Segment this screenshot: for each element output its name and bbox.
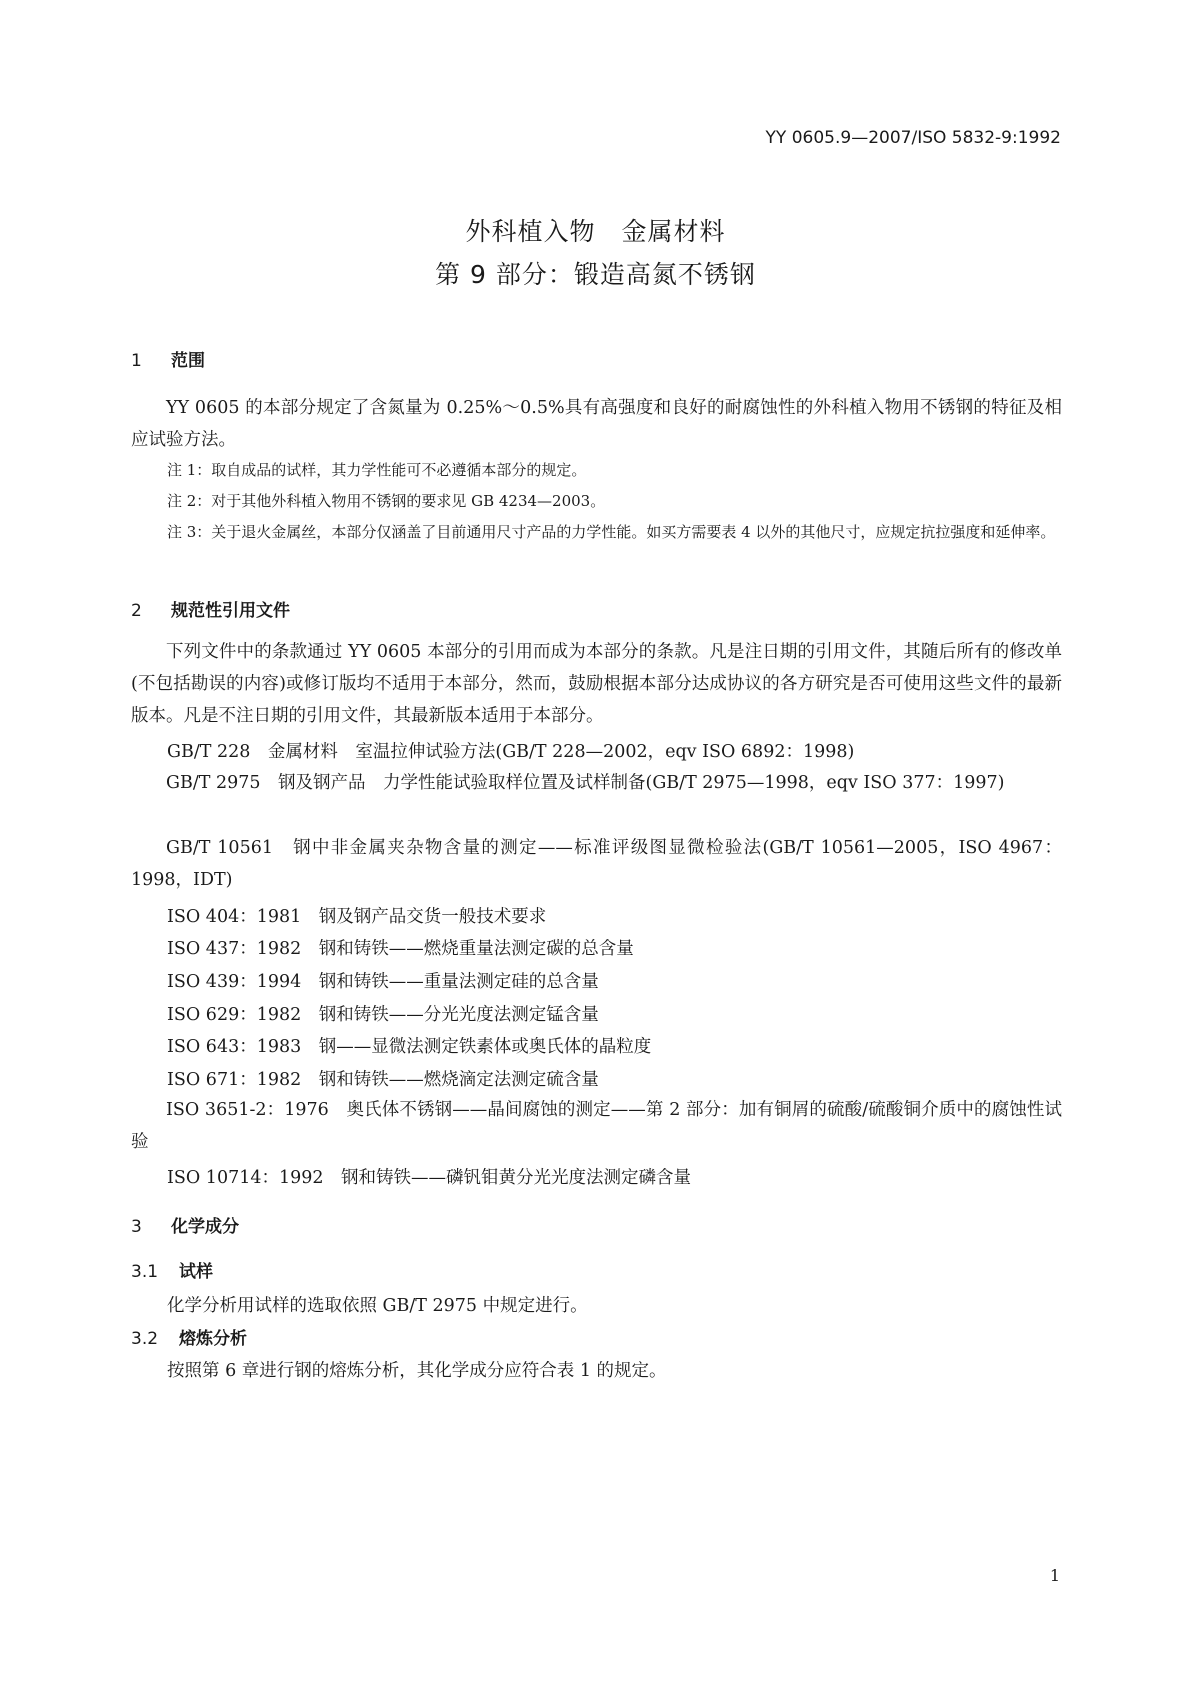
reference-item: ISO 10714：1992 钢和铸铁——磷钒钼黄分光光度法测定磷含量 <box>167 1168 692 1188</box>
reference-item: ISO 404：1981 钢及钢产品交货一般技术要求 <box>167 907 547 927</box>
reference-item: ISO 439：1994 钢和铸铁——重量法测定硅的总含量 <box>167 972 599 992</box>
section-3-1-text: 化学分析用试样的选取依照 GB/T 2975 中规定进行。 <box>167 1296 588 1316</box>
section-3-2-heading <box>131 1324 247 1349</box>
section-number: 3.1 <box>131 1262 159 1282</box>
section-title: 规范性引用文件 <box>171 601 290 621</box>
reference-item: ISO 629：1982 钢和铸铁——分光光度法测定锰含量 <box>167 1005 599 1025</box>
document-title-line2: 第 9 部分：锻造高氮不锈钢 <box>435 260 756 289</box>
note-2: 注 2：对于其他外科植入物用不锈钢的要求见 GB 4234—2003。 <box>167 492 606 510</box>
section-1-paragraph: YY 0605 的本部分规定了含氮量为 0.25%～0.5%具有高强度和良好的耐腐蚀性的外科植入物用不锈钢的特征及相应试验方法。 <box>131 398 1062 450</box>
section-title: 熔炼分析 <box>179 1329 247 1349</box>
section-number: 2 <box>131 601 142 621</box>
section-number: 1 <box>131 351 142 371</box>
section-title: 试样 <box>179 1262 213 1282</box>
reference-item: GB/T 10561 钢中非金属夹杂物含量的测定——标准评级图显微检验法(GB/T 10561—2005，ISO 4967：1998，IDT) <box>131 838 1062 890</box>
reference-item: GB/T 228 金属材料 室温拉伸试验方法(GB/T 228—2002，eqv ISO 6892：1998) <box>167 742 855 762</box>
reference-item: ISO 671：1982 钢和铸铁——燃烧滴定法测定硫含量 <box>167 1070 599 1090</box>
reference-item: ISO 437：1982 钢和铸铁——燃烧重量法测定碳的总含量 <box>167 939 634 959</box>
section-3-1-heading <box>131 1257 213 1282</box>
section-1-heading <box>131 346 205 371</box>
section-2-heading <box>131 596 290 621</box>
reference-item: ISO 3651-2：1976 奥氏体不锈钢——晶间腐蚀的测定——第 2 部分：加有铜屑的硫酸/硫酸铜介质中的腐蚀性试验 <box>131 1100 1062 1152</box>
section-2-paragraph: 下列文件中的条款通过 YY 0605 本部分的引用而成为本部分的条款。凡是注日期的引用文件，其随后所有的修改单(不包括勘误的内容)或修订版均不适用于本部分，然而，鼓励根据本部分达成协议的各方研究是否可使用这些文件的最新版本。凡是不注日期的引用文件，其最新版本适用于本部分。 <box>131 642 1062 726</box>
note-3: 注 3：关于退火金属丝，本部分仅涵盖了目前通用尺寸产品的力学性能。如买方需要表 4 以外的其他尺寸，应规定抗拉强度和延伸率。 <box>167 523 1056 541</box>
section-title: 化学成分 <box>171 1217 239 1237</box>
note-1: 注 1：取自成品的试样，其力学性能可不必遵循本部分的规定。 <box>167 461 587 479</box>
section-title: 范围 <box>171 351 205 371</box>
reference-item: ISO 643：1983 钢——显微法测定铁素体或奥氏体的晶粒度 <box>167 1037 652 1057</box>
reference-item: GB/T 2975 钢及钢产品 力学性能试验取样位置及试样制备(GB/T 2975—1998，eqv ISO 377：1997) <box>166 773 1005 793</box>
section-3-heading <box>131 1212 239 1237</box>
document-title-line1: 外科植入物 金属材料 <box>465 217 726 246</box>
page-number: 1 <box>1049 1566 1060 1585</box>
section-3-2-text: 按照第 6 章进行钢的熔炼分析，其化学成分应符合表 1 的规定。 <box>167 1361 667 1381</box>
standard-code: YY 0605.9—2007/ISO 5832-9:1992 <box>765 128 1061 148</box>
section-number: 3.2 <box>131 1329 159 1349</box>
section-number: 3 <box>131 1217 142 1237</box>
